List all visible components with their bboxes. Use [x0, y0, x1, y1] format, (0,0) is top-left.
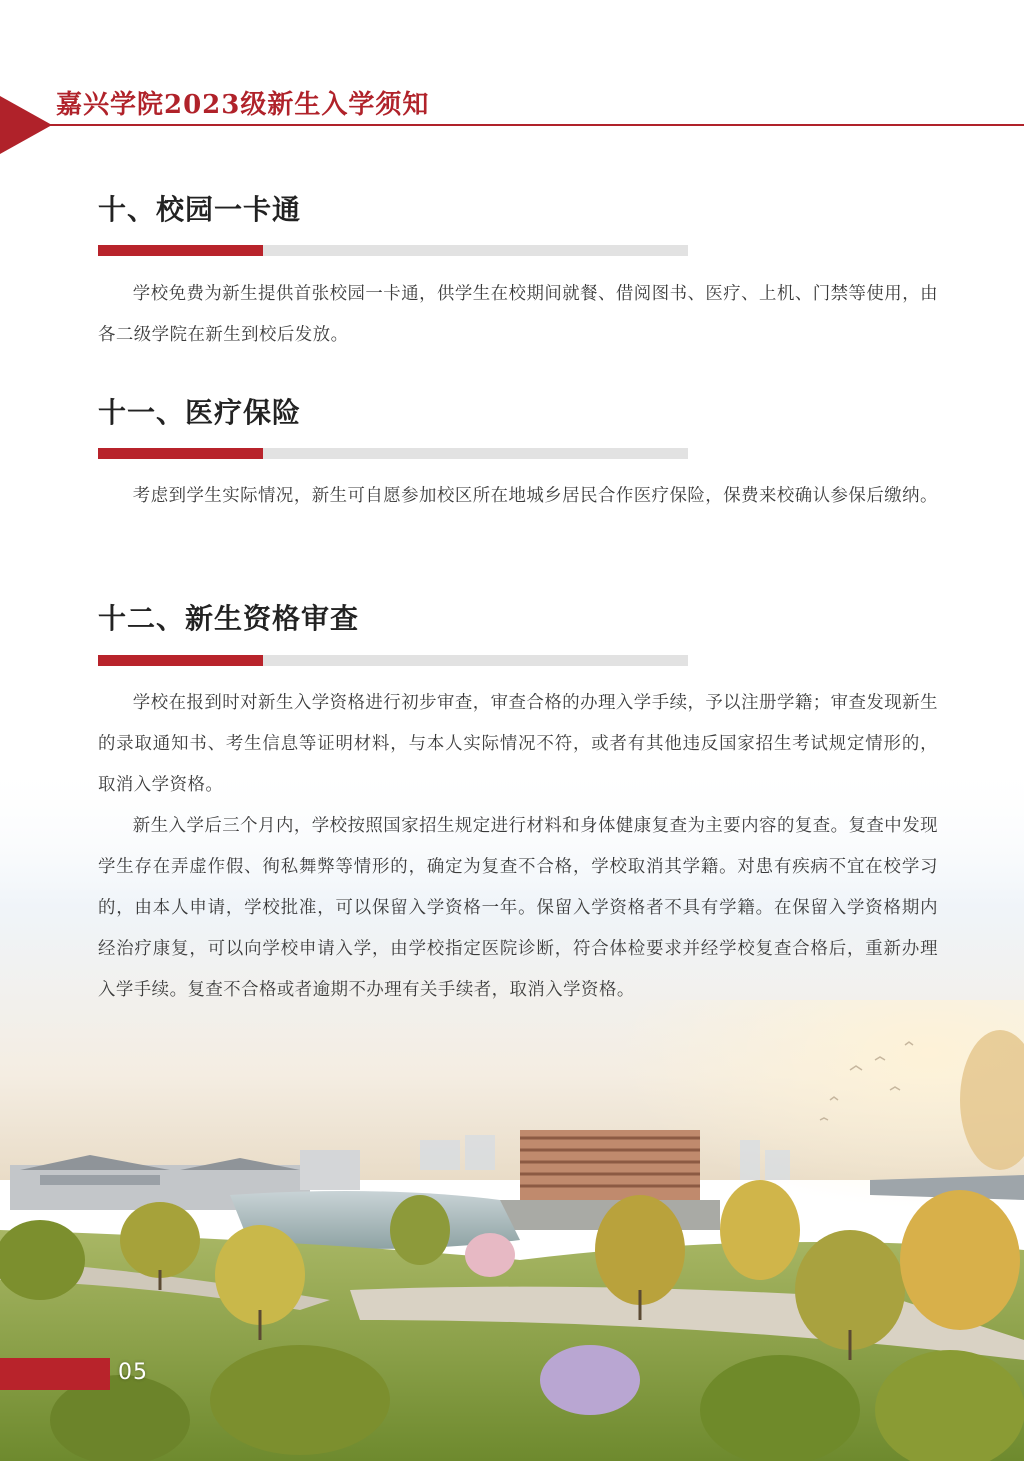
section-title-qualification-review: 十二、新生资格审查: [98, 602, 360, 635]
section-paragraph: 新生入学后三个月内，学校按照国家招生规定进行材料和身体健康复查为主要内容的复查。复查中发现学生存在弄虚作假、徇私舞弊等情形的，确定为复查不合格，学校取消其学籍。对患有疾病不宜在校学习的，由本人申请，学校批准，可以保留入学资格一年。保留入学资格者不具有学籍。在保留入学资格期内经治疗康复，可以向学校申请入学，由学校指定医院诊断，符合体检要求并经学校复查合格后，重新办理入学手续。复查不合格或者逾期不办理有关手续者，取消入学资格。: [98, 816, 938, 1000]
page-number-tab: [0, 1358, 110, 1390]
section-paragraph: 考虑到学生实际情况，新生可自愿参加校区所在地城乡居民合作医疗保险，保费来校确认参保后缴纳。: [132, 486, 938, 506]
document-header-title: 嘉兴学院2023级新生入学须知: [56, 90, 430, 120]
page-number: 05: [118, 1360, 148, 1385]
section-title-campus-card: 十、校园一卡通: [98, 193, 302, 226]
section-divider: [98, 448, 688, 459]
section-title-medical-insurance: 十一、医疗保险: [98, 396, 302, 429]
section-divider: [98, 245, 688, 256]
section-divider: [98, 655, 688, 666]
header-rule: [40, 124, 1024, 126]
section-paragraph: 学校在报到时对新生入学资格进行初步审查，审查合格的办理入学手续，予以注册学籍；审查发现新生的录取通知书、考生信息等证明材料，与本人实际情况不符，或者有其他违反国家招生考试规定情形的，取消入学资格。: [98, 693, 938, 795]
section-paragraph: 学校免费为新生提供首张校园一卡通，供学生在校期间就餐、借阅图书、医疗、上机、门禁等使用，由各二级学院在新生到校后发放。: [98, 284, 938, 345]
